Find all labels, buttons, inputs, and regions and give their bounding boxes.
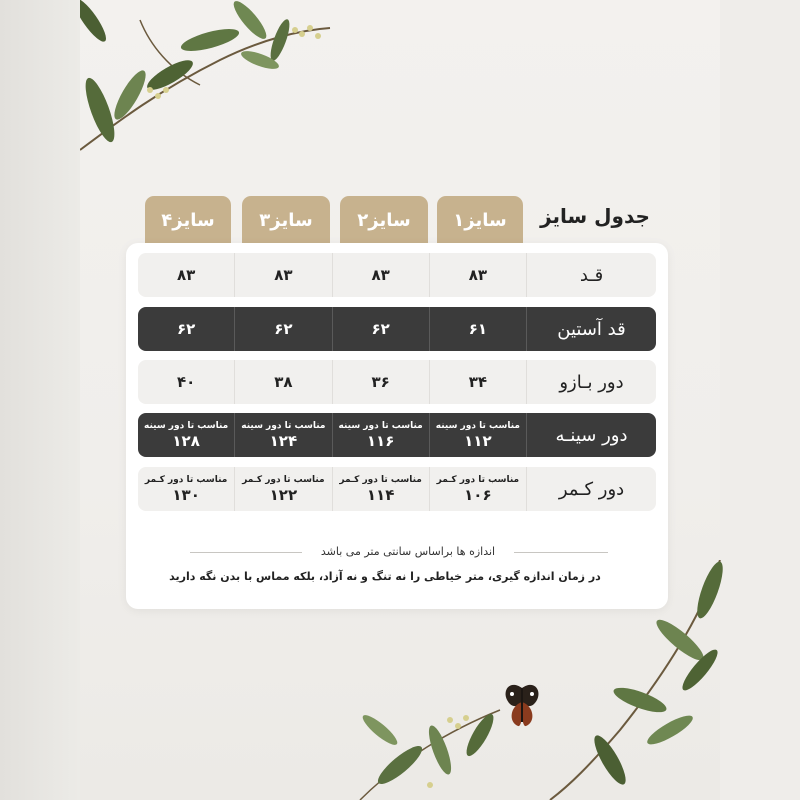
- measurement-unit-note: [190, 542, 608, 562]
- row-label: دور کـمر: [558, 478, 625, 500]
- row-label: دور بـازو: [559, 371, 624, 393]
- cell-size-4: ۸۳: [138, 253, 235, 297]
- cell-size-1: ۶۱: [430, 307, 527, 351]
- cell-size-2: ۶۲: [333, 307, 430, 351]
- cell-size-2: مناسب تا دور سینه ۱۱۶: [333, 413, 430, 457]
- note-unit-text: اندازه ها براساس سانتی متر می باشد: [320, 545, 496, 558]
- size-tab-1: سایز۱: [437, 196, 523, 244]
- cell-size-4: مناسب تا دور سینه ۱۲۸: [138, 413, 235, 457]
- page-title: جدول سایز: [540, 204, 650, 228]
- table-row-arm-circumference: [138, 360, 656, 404]
- divider-right: [514, 552, 608, 553]
- size-tab-2: سایز۲: [340, 196, 428, 244]
- butterfly-icon: [500, 678, 544, 730]
- cell-size-3: مناسب تا دور سینه ۱۲۴: [235, 413, 332, 457]
- cell-size-2: ۳۶: [333, 360, 430, 404]
- cell-size-4: مناسب تا دور کـمر ۱۳۰: [138, 467, 235, 511]
- cell-size-1: ۸۳: [430, 253, 527, 297]
- size-tab-4: سایز۴: [145, 196, 231, 244]
- table-row-waist-circumference: [138, 467, 656, 511]
- cell-size-3: مناسب تا دور کـمر ۱۲۲: [235, 467, 332, 511]
- cell-size-3: ۶۲: [235, 307, 332, 351]
- divider-left: [190, 552, 302, 553]
- cell-size-1: مناسب تا دور سینه ۱۱۲: [430, 413, 527, 457]
- table-row-height: [138, 253, 656, 297]
- olive-branch-top-decoration: [80, 0, 360, 170]
- row-label: قد آستین: [557, 318, 626, 340]
- cell-size-3: ۸۳: [235, 253, 332, 297]
- cell-size-2: مناسب تا دور کـمر ۱۱۴: [333, 467, 430, 511]
- cell-size-1: ۳۴: [430, 360, 527, 404]
- cell-size-3: ۳۸: [235, 360, 332, 404]
- row-label: دور سینـه: [555, 424, 628, 446]
- table-row-sleeve-length: [138, 307, 656, 351]
- cell-size-2: ۸۳: [333, 253, 430, 297]
- cell-size-4: ۶۲: [138, 307, 235, 351]
- background-edge: [0, 0, 80, 800]
- measuring-instruction-note: در زمان اندازه گیری، متر خیاطی را نه تنگ و نه آزاد، بلکه مماس با بدن نگه دارید: [169, 570, 601, 583]
- cell-size-1: مناسب تا دور کـمر ۱۰۶: [430, 467, 527, 511]
- row-label: قـد: [579, 264, 604, 286]
- size-tab-3: سایز۳: [242, 196, 330, 244]
- cell-size-4: ۴۰: [138, 360, 235, 404]
- table-row-chest-circumference: [138, 413, 656, 457]
